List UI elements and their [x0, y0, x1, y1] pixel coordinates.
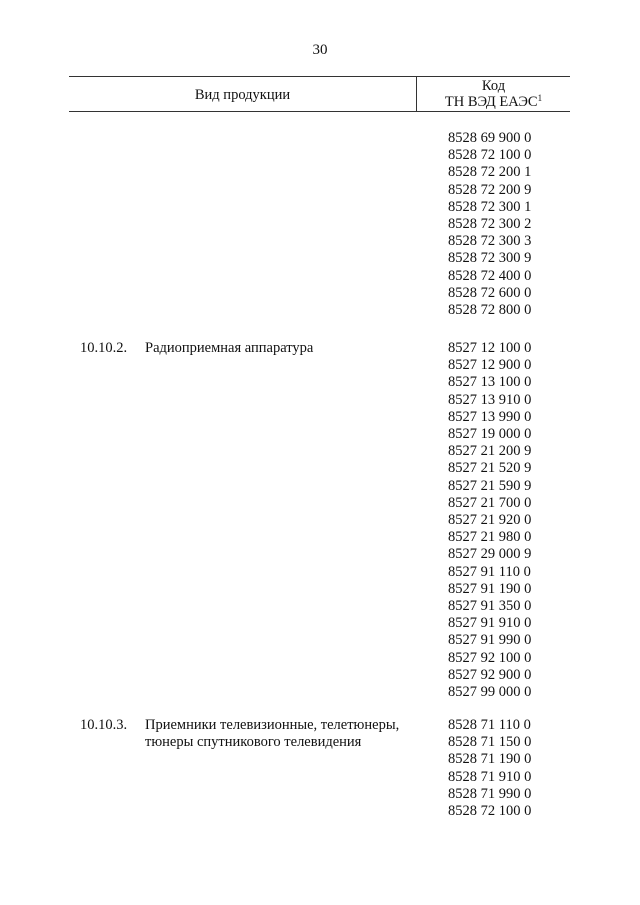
code-item: 8527 91 190 0: [448, 580, 532, 597]
code-item: 8528 71 990 0: [448, 785, 532, 802]
section-number: 10.10.3.: [80, 717, 128, 733]
footnote-marker: 1: [537, 93, 543, 103]
code-item: 8528 69 900 0: [448, 130, 532, 146]
code-item: 8528 72 100 0: [448, 803, 532, 820]
header-code-label: ТН ВЭД ЕАЭС: [444, 94, 538, 110]
code-item: 8528 72 600 0: [448, 284, 532, 301]
header-code-column: [417, 78, 570, 110]
code-item: 8527 13 910 0: [448, 391, 532, 408]
code-list: [448, 340, 531, 701]
code-item: 8527 13 990 0: [448, 408, 532, 425]
code-list: [448, 717, 531, 820]
code-item: 8527 29 000 9: [448, 546, 532, 563]
header-code-line2: [417, 94, 570, 110]
code-item: 8527 92 900 0: [448, 666, 532, 683]
code-item: 8527 91 910 0: [448, 615, 532, 632]
code-item: 8527 91 110 0: [448, 563, 531, 580]
page-number: 30: [312, 42, 328, 58]
code-item: 8527 21 700 0: [448, 494, 532, 511]
code-item: 8528 72 400 0: [448, 267, 532, 284]
code-item: 8528 71 910 0: [448, 768, 532, 785]
code-item: 8528 72 300 2: [448, 216, 532, 233]
code-item: 8527 12 100 0: [448, 340, 532, 356]
code-item: 8528 72 300 9: [448, 250, 532, 267]
code-item: 8527 91 990 0: [448, 632, 532, 649]
section-number: 10.10.2.: [80, 340, 128, 356]
header-product-column: Вид продукции: [194, 87, 291, 103]
code-item: 8527 21 980 0: [448, 529, 532, 546]
table-header: [69, 76, 570, 112]
code-item: 8527 21 590 9: [448, 477, 532, 494]
code-item: 8527 21 920 0: [448, 512, 532, 529]
section-title: Радиоприемная аппаратура: [145, 340, 314, 356]
code-item: 8527 12 900 0: [448, 357, 532, 374]
code-item: 8528 71 110 0: [448, 717, 531, 733]
code-item: 8527 91 350 0: [448, 598, 532, 615]
header-code-line1: Код: [481, 78, 506, 94]
section-title: Приемники телевизионные, телетюнеры, тюнеры спутникового телевидения: [145, 717, 400, 751]
code-item: 8528 72 200 9: [448, 181, 532, 198]
code-list: [448, 130, 531, 319]
code-item: 8527 21 200 9: [448, 443, 532, 460]
code-item: 8528 71 190 0: [448, 751, 532, 768]
code-item: 8528 71 150 0: [448, 734, 532, 751]
code-item: 8527 13 100 0: [448, 374, 532, 391]
code-item: 8528 72 200 1: [448, 164, 532, 181]
code-item: 8527 19 000 0: [448, 426, 532, 443]
code-item: 8528 72 300 1: [448, 198, 532, 215]
code-item: 8528 72 300 3: [448, 233, 532, 250]
code-item: 8528 72 100 0: [448, 147, 532, 164]
code-item: 8527 92 100 0: [448, 649, 532, 666]
code-item: 8528 72 800 0: [448, 302, 532, 319]
code-item: 8527 21 520 9: [448, 460, 532, 477]
code-item: 8527 99 000 0: [448, 684, 532, 701]
